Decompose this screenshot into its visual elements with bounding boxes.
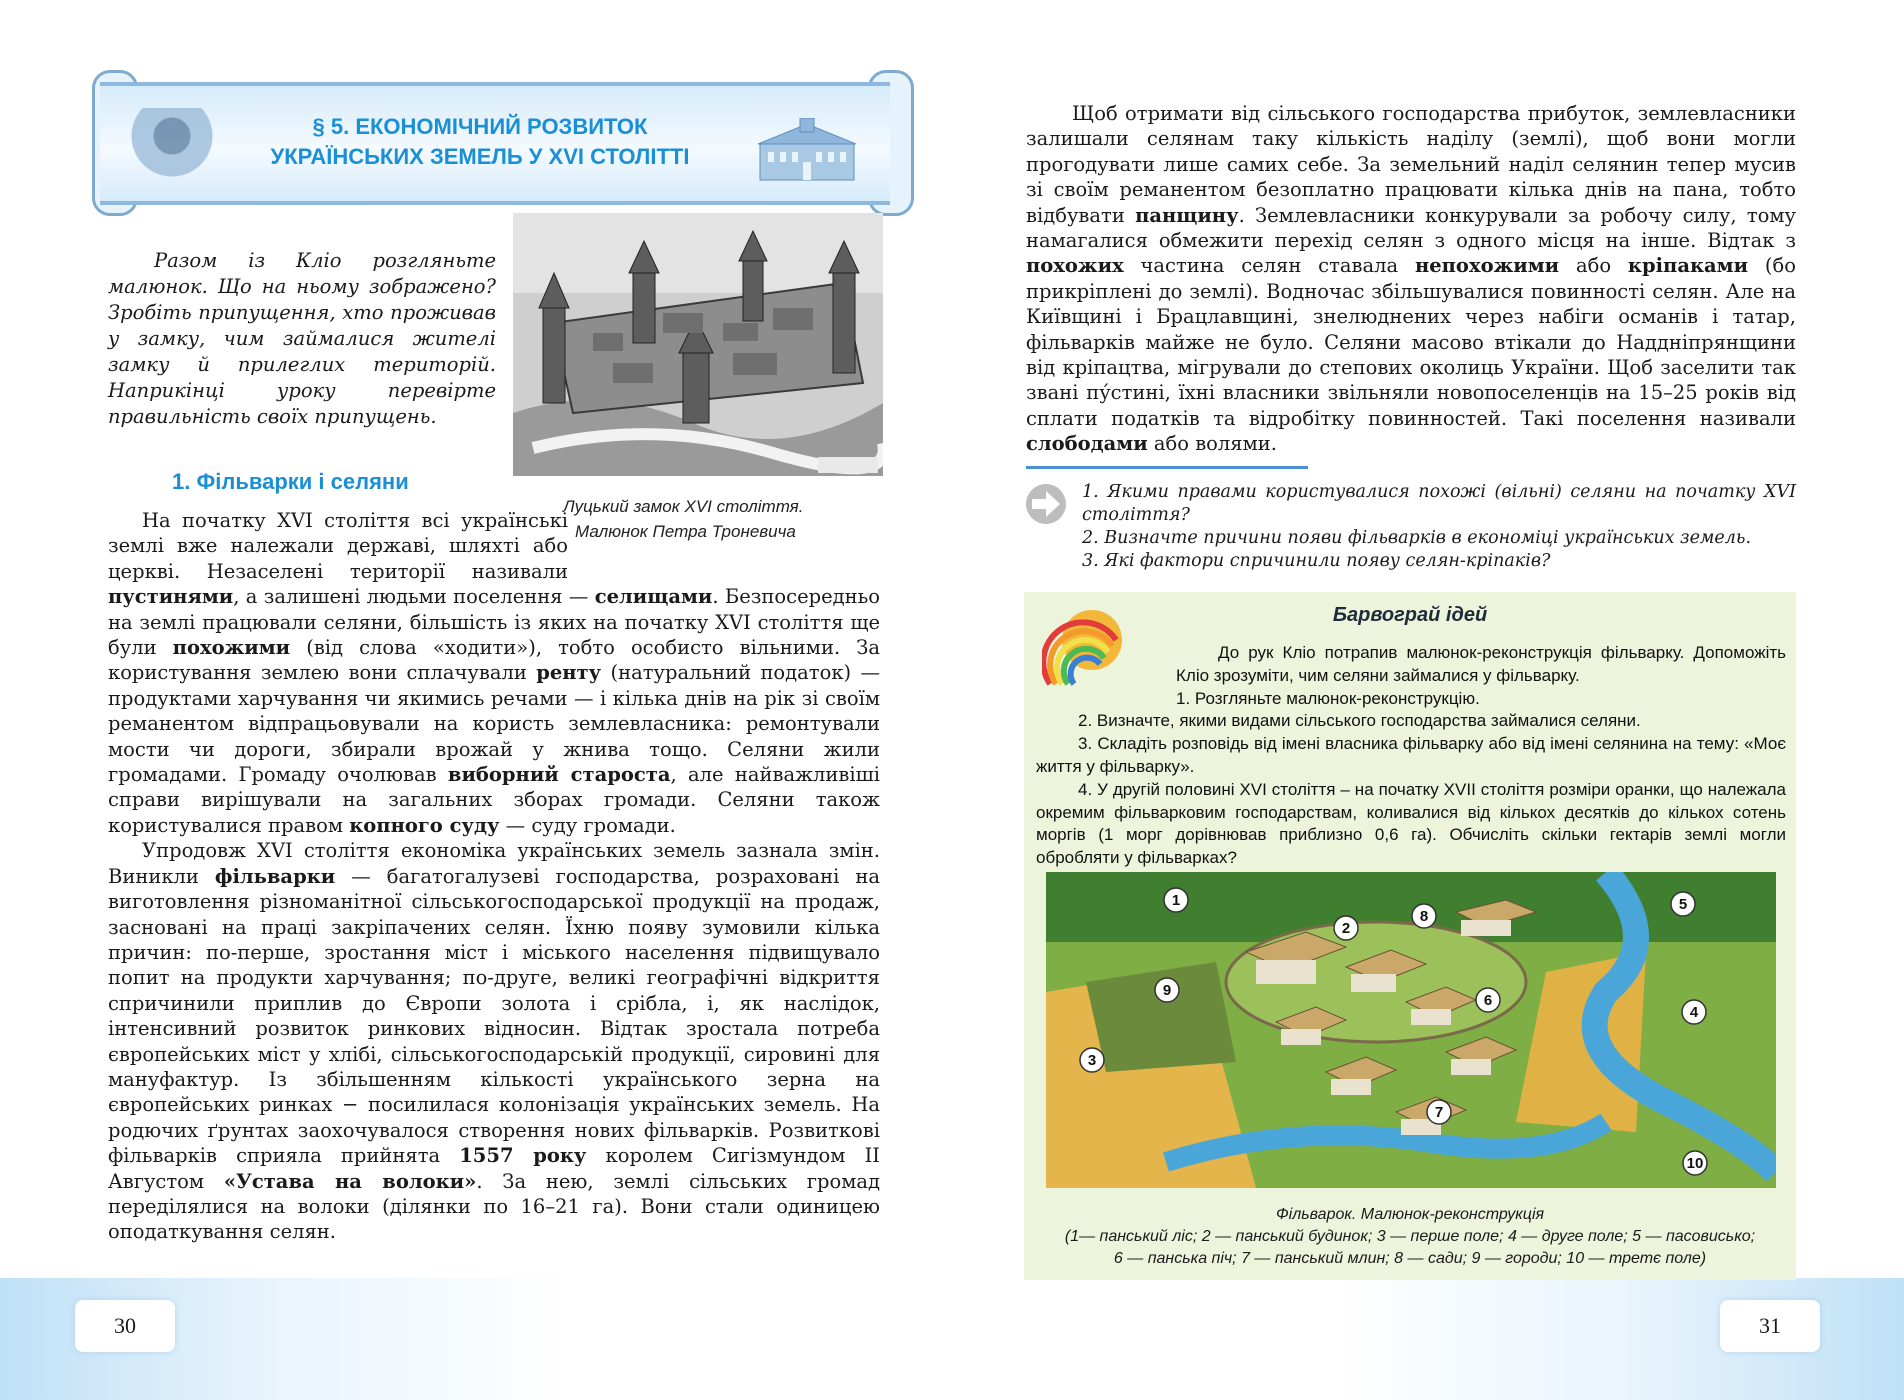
ideas-task-4: 4. У другій половині XVI століття – на початку XVII століття розміри оранки, що належала окремим фільварковим господарствам, коливалися від кількох десятків до кількох сотень моргів (1 морг дорівнював приблизно 0,6 га). Обчисліть скільки гектарів землі могли обробляти у фільварках? — [1036, 779, 1786, 868]
page-footer-band — [0, 1278, 1904, 1400]
farm-marker-5: 5 — [1678, 896, 1688, 913]
arrow-right-icon — [1024, 482, 1068, 526]
review-questions — [1082, 481, 1796, 573]
ideas-task-2: 2. Визначте, якими видами сільського господарства займалися селяни. — [1078, 711, 1641, 731]
bold-term: похожих — [1026, 254, 1124, 278]
farm-caption-legend-1: (1— панський ліс; 2 — панський будинок; 3 — перше поле; 4 — друге поле; 5 — пасовисько; — [1064, 1228, 1756, 1245]
bold-term: 1557 року — [459, 1144, 587, 1168]
farm-caption-legend-2: 6 — панська піч; 7 — панський млин; 8 — сади; 9 — городи; 10 — третє поле) — [1113, 1250, 1707, 1267]
farm-marker-1: 1 — [1171, 892, 1181, 909]
bold-term: ренту — [536, 661, 602, 685]
bold-term: копного суду — [349, 813, 500, 837]
lutsk-castle-image — [513, 213, 883, 476]
bold-term: слободами — [1026, 432, 1148, 456]
ideas-text — [1036, 642, 1786, 870]
bold-term: кріпаками — [1627, 254, 1749, 278]
page-number-right: 31 — [1720, 1300, 1820, 1352]
bold-term: «Устава на волоки» — [223, 1169, 477, 1193]
section-heading: 1. Фільварки і селяни — [172, 469, 409, 494]
ideas-box — [1024, 592, 1796, 1280]
caption-wrap-space — [568, 508, 880, 584]
farm-marker-6: 6 — [1483, 992, 1493, 1009]
bold-term: виборний староста — [447, 763, 671, 787]
question-1: 1. Якими правами користувалися похожі (вільні) селяни на початку XVI століття? — [1082, 482, 1796, 525]
bold-term: похожими — [172, 636, 291, 660]
ideas-task-1: 1. Розгляньте малюнок-реконструкцію. — [1176, 688, 1480, 708]
ideas-task-3: 3. Складіть розповідь від імені власника фільварку або від імені селянина на тему: «Моє життя у фільварку». — [1036, 734, 1786, 776]
farm-marker-10: 10 — [1686, 1155, 1704, 1172]
farm-marker-7: 7 — [1434, 1104, 1444, 1121]
question-2: 2. Визначте причини появи фільварків в економіці українських земель. — [1082, 528, 1752, 548]
farm-caption — [1024, 1204, 1796, 1270]
farm-marker-9: 9 — [1162, 982, 1172, 999]
page-number-left: 30 — [75, 1300, 175, 1352]
farm-caption-title: Фільварок. Малюнок-реконструкція — [1275, 1206, 1545, 1223]
right-paragraph-1: Щоб отримати від сільського господарства прибуток, землевласники залишали селянам таку кількість наділу (землі), щоб вони могли прогодувати лише самих себе. За земельний наділ селянин тепер мусив зі своїм реманентом безоплатно працювати кілька днів на пана, тобто відбувати панщину. Землевласники конкурували за робочу силу, тому намагалися обмежити перехід селян з одного місця на інше. Відтак з похожих частина селян ставала непохожими або кріпаками (бо прикріплені до землі). Водночас збільшувалися повинності селян. Але на Київщині і Брацлавщині, знелюднених через набіги османів і татар, фільварків майже не було. Селяни масово втікали до Наддніпрянщини від кріпацтва, мігрували до степових околиць України. Щоб заселити так звані пу́стині, їхні власники звільняли новопоселенців на 15–25 років від сплати податків та відробітку повинностей. Такі поселення називали слободами або волями. — [1026, 102, 1796, 456]
farm-marker-3: 3 — [1087, 1052, 1097, 1069]
monk-figure-illustration — [128, 108, 216, 188]
bold-term: фільварки — [214, 864, 336, 888]
farm-marker-2: 2 — [1341, 920, 1351, 937]
farm-marker-8: 8 — [1419, 908, 1429, 925]
ideas-intro: До рук Кліо потрапив малюнок-реконструкція фільварку. Допоможіть Кліо зрозуміти, чим селяни займалися у фільварку. — [1176, 643, 1786, 685]
left-body-text — [108, 508, 880, 1245]
left-paragraph-1: На початку XVI століття всі українські землі вже належали державі, шляхті або церкві. Незаселені території називали пустинями, а залишені людьми поселення — селищами. Безпосередньо на землі працювали селяни, більшість із яких на початку XVI століття ще були похожими (від слова «ходити»), тобто особисто вільними. За користування землею вони сплачували ренту (натуральний податок) — продуктами харчування чи якимись речами — і кілька днів на рік зі своїм реманентом відпрацьовували на користь землевласника: ремонтували мости чи дороги, збирали врожай у жнива тощо. Селяни жили громадами. Громаду очолював виборний староста, але найважливіші справи вирішували на загальних зборах громади. Селяни також користувалися правом копного суду — суду громади. — [108, 509, 881, 837]
farmstead-reconstruction-image — [1046, 872, 1776, 1188]
chapter-title — [220, 112, 740, 172]
left-paragraph-2: Упродовж XVI століття економіка українських земель зазнала змін. Виникли фільварки — багатогалузеві господарства, розраховані на виготовлення різноманітної сільськогосподарської продукції на продаж, засновані на праці закріпачених селян. Їхню появу зумовили кілька причин: по-перше, зростання міст і міського населення підвищувало попит на продукти харчування; по-друге, великі географічні відкриття спричинили приплив до Європи золота і срібла, і, як наслідок, інтенсивний розвиток ринкових відносин. Відтак зростала потреба європейських міст у хлібі, сільськогосподарській продукції, сировині для мануфактур. Із збільшенням кількості українського зерна на європейських ринках − посилилася колонізація українських земель. На родючих ґрунтах заохочувалося створення нових фільварків. Розвиткові фільварків сприяла прийнята 1557 року королем Сигізмундом ІІ Августом «Устава на волоки». За нею, землі сільських громад переділялися на волоки (ділянки по 16–21 га). Вони стали одиницею оподаткування селян. — [108, 839, 880, 1244]
bold-term: селищами — [594, 585, 713, 609]
palace-illustration — [752, 118, 862, 184]
farm-marker-4: 4 — [1689, 1004, 1699, 1021]
bold-term: непохожими — [1414, 254, 1560, 278]
bold-term: пустинями — [108, 585, 234, 609]
ideas-title: Барвограй ідей — [1332, 604, 1488, 626]
castle-caption-line1: Луцький замок XVI століття. — [563, 497, 804, 516]
castle-caption-line2: Малюнок Петра Троневича — [575, 522, 796, 541]
section-divider — [1026, 466, 1308, 469]
question-3: 3. Які фактори спричинили появу селян-кріпаків? — [1082, 551, 1551, 571]
right-body-text — [1026, 101, 1796, 457]
bold-term: панщину — [1135, 203, 1239, 227]
intro-text: Разом із Кліо розгляньте малюнок. Що на ньому зображено? Зробіть припущення, хто проживав у замку, чим займалися жителі замку й прилеглих територій. Наприкінці уроку перевірте правильність своїх припущень. — [108, 249, 496, 428]
chapter-title-line1: § 5. ЕКОНОМІЧНИЙ РОЗВИТОК — [312, 114, 648, 139]
chapter-title-line2: УКРАЇНСЬКИХ ЗЕМЕЛЬ У XVI СТОЛІТТІ — [270, 144, 690, 169]
